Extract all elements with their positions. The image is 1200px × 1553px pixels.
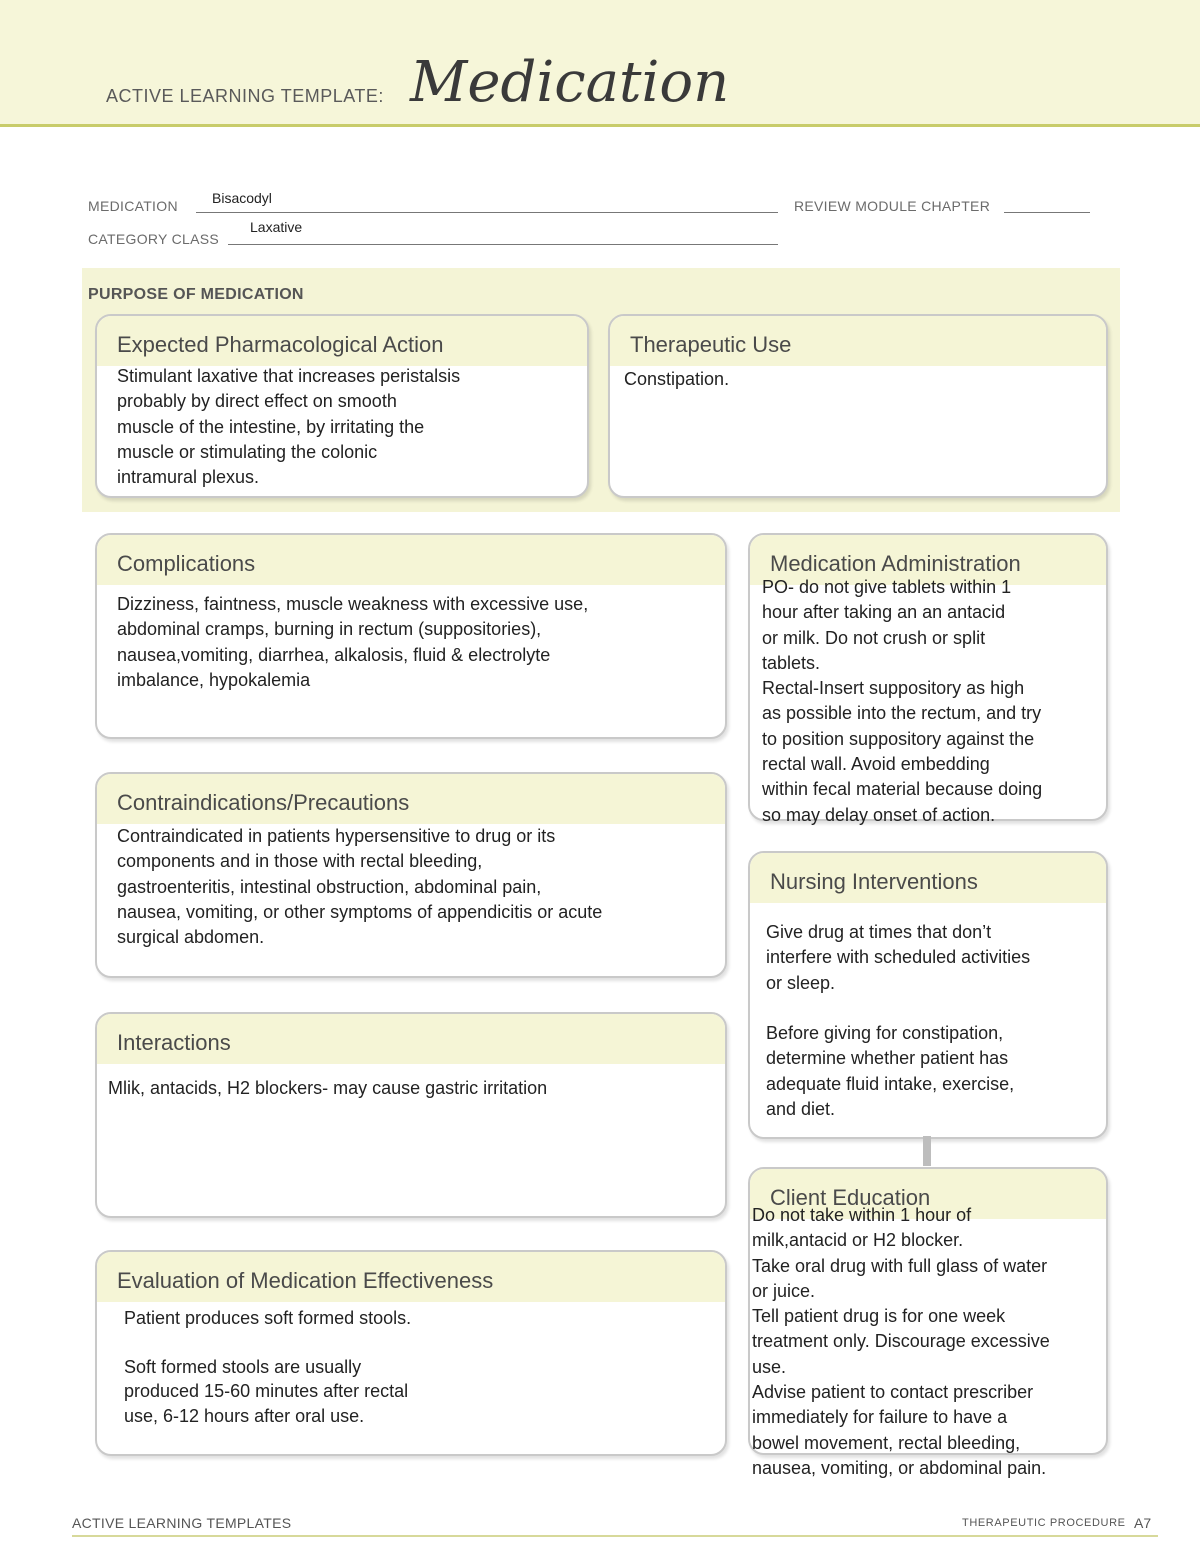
evaluation-box <box>95 1250 727 1456</box>
therapeutic-use-text[interactable]: Constipation. <box>624 369 730 389</box>
expected-action-text[interactable]: Stimulant laxative that increases peristalsis probably by direct effect on smooth muscle of the intestine, by irritating the muscle or stimulating the colonic intramural plexus. <box>117 366 461 488</box>
complications-box <box>95 533 727 739</box>
nursing-interventions-box <box>748 851 1108 1139</box>
category-class-field[interactable]: Laxative <box>250 219 303 235</box>
interactions-title: Interactions <box>117 1030 231 1055</box>
nursing-interventions-title: Nursing Interventions <box>770 869 978 894</box>
medication-underline <box>196 212 778 213</box>
therapeutic-use-title: Therapeutic Use <box>630 332 792 357</box>
category-underline <box>228 244 778 245</box>
administration-title: Medication Administration <box>770 551 1021 576</box>
client-education-title: Client Education <box>770 1185 931 1210</box>
footer-left: ACTIVE LEARNING TEMPLATES <box>72 1515 292 1531</box>
medication-field[interactable]: Bisacodyl <box>212 190 272 206</box>
review-module-label: REVIEW MODULE CHAPTER <box>794 198 991 214</box>
evaluation-text[interactable]: Patient produces soft formed stools. Soft formed stools are usually produced 15-60 minutes after rectal use, 6-12 hours after oral use. <box>124 1308 412 1426</box>
template-title: Medication <box>410 50 730 115</box>
interactions-box <box>95 1012 727 1218</box>
review-module-field[interactable] <box>1004 212 1090 213</box>
contraindications-text[interactable]: Contraindicated in patients hypersensitive to drug or its components and in those with rectal bleeding, gastroenteritis, intestinal obstruction, abdominal pain, nausea, vomiting, or other symptoms of appendicitis or acute surgical abdomen. <box>117 826 603 948</box>
interactions-text[interactable]: Mlik, antacids, H2 blockers- may cause gastric irritation <box>108 1078 548 1098</box>
client-education-text[interactable]: Do not take within 1 hour of milk,antacid or H2 blocker. Take oral drug with full glass of water or juice. Tell patient drug is for one week treatment only. Discourage excessive use. Advise patient to contact prescriber immediately for failure to have a bowel movement, rectal bleeding, nausea, vomiting, or abdominal pain. <box>752 1205 1050 1478</box>
therapeutic-use-box <box>608 314 1108 498</box>
administration-box <box>748 533 1108 825</box>
administration-text[interactable]: PO- do not give tablets within 1 hour after taking an an antacid or milk. Do not crush or split tablets. Rectal-Insert suppository as high as possible into the rectum, and try to position suppository against the rectal wall. Avoid embedding within fecal material because doing so may delay onset of action. <box>762 577 1043 825</box>
box-connector <box>923 1136 931 1166</box>
nursing-interventions-text[interactable]: Give drug at times that don’t interfere with scheduled activities or sleep. Before giving for constipation, determine whether patient has adequate fluid intake, exercise, and diet. <box>766 922 1031 1120</box>
client-education-box <box>748 1167 1108 1478</box>
expected-action-box <box>95 314 589 498</box>
category-class-label: CATEGORY CLASS <box>88 231 220 247</box>
page-number: A7 <box>1134 1515 1152 1531</box>
medication-label: MEDICATION <box>88 198 178 214</box>
complications-text[interactable]: Dizziness, faintness, muscle weakness with excessive use, abdominal cramps, burning in rectum (suppositories), nausea,vomiting, diarrhea, alkalosis, fluid & electrolyte imbalance, hypokalemia <box>117 594 589 690</box>
footer-rule <box>72 1535 1158 1537</box>
evaluation-title: Evaluation of Medication Effectiveness <box>117 1268 494 1293</box>
contraindications-box <box>95 772 727 978</box>
contraindications-title: Contraindications/Precautions <box>117 790 410 815</box>
complications-title: Complications <box>117 551 256 576</box>
purpose-label: PURPOSE OF MEDICATION <box>88 286 304 303</box>
template-header <box>0 0 1200 127</box>
expected-action-title: Expected Pharmacological Action <box>117 332 444 357</box>
template-label: ACTIVE LEARNING TEMPLATE: <box>106 86 384 106</box>
footer-right: THERAPEUTIC PROCEDURE <box>962 1517 1126 1529</box>
